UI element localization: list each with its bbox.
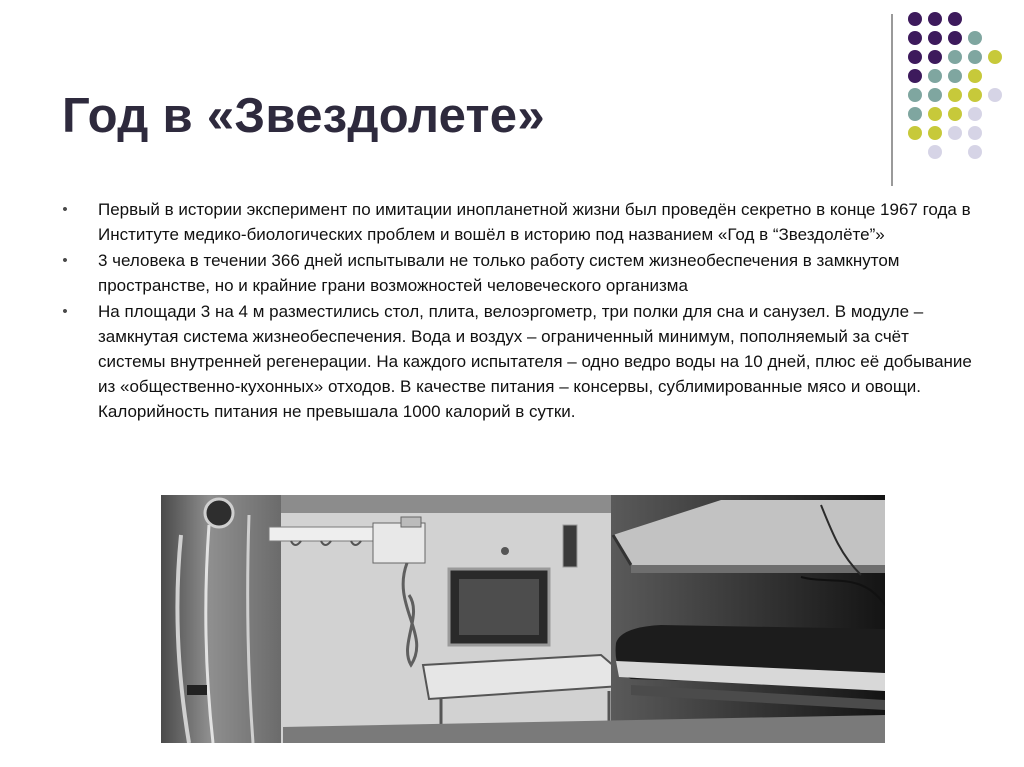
decorative-dot xyxy=(928,50,942,64)
decorative-dot xyxy=(948,12,962,26)
decorative-dot xyxy=(948,31,962,45)
decorative-dot xyxy=(928,88,942,102)
bullet-icon: • xyxy=(62,303,68,320)
decorative-dot xyxy=(968,126,982,140)
decorative-dot xyxy=(908,50,922,64)
decorative-dot xyxy=(908,69,922,83)
decorative-dot xyxy=(908,126,922,140)
decorative-dot xyxy=(948,69,962,83)
bullet-text: Первый в истории эксперимент по имитации инопланетной жизни был проведён секретно в конце 1967 года в Институте медико-биологических проблем и вошёл в историю под названием «Год в “Звездолёте”» xyxy=(98,200,971,244)
decorative-dot xyxy=(928,145,942,159)
decorative-dot xyxy=(968,107,982,121)
bullet-item xyxy=(58,299,978,424)
decorative-dot xyxy=(928,126,942,140)
decorative-dot xyxy=(948,107,962,121)
decorative-dot xyxy=(968,31,982,45)
decorative-dot xyxy=(988,50,1002,64)
photo-illustration xyxy=(161,495,885,743)
decorative-dot xyxy=(948,126,962,140)
bullet-list xyxy=(58,197,978,424)
bullet-item xyxy=(58,248,978,298)
decorative-dot xyxy=(928,31,942,45)
decorative-dot xyxy=(908,107,922,121)
bullet-icon: • xyxy=(62,252,68,269)
bullet-text: На площади 3 на 4 м разместились стол, плита, велоэргометр, три полки для сна и санузел. В модуле – замкнутая система жизнеобеспечения. Вода и воздух – ограниченный минимум, пополняемый за счёт системы внутренней регенерации. На каждого испытателя – одно ведро воды на 10 дней, плюс её добывание из «общественно-кухонных» отходов. В качестве питания – консервы, сублимированные мясо и овощи. Калорийность питания не превышала 1000 калорий в сутки. xyxy=(98,302,972,421)
bullet-text: 3 человека в течении 366 дней испытывали не только работу систем жизнеобеспечения в замкнутом пространстве, но и крайние грани возможностей человеческого организма xyxy=(98,251,900,295)
decorative-divider-line xyxy=(891,14,893,186)
decorative-dot xyxy=(968,69,982,83)
decorative-dot xyxy=(948,50,962,64)
decorative-dot xyxy=(948,88,962,102)
slide-title: Год в «Звездолете» xyxy=(62,89,545,143)
bullet-icon: • xyxy=(62,201,68,218)
starship-module-interior-photo xyxy=(161,495,885,743)
bullet-item xyxy=(58,197,978,247)
decorative-dot xyxy=(928,69,942,83)
decorative-dot xyxy=(908,31,922,45)
decorative-dot xyxy=(908,12,922,26)
decorative-dot xyxy=(968,88,982,102)
decorative-dot xyxy=(968,50,982,64)
decorative-dot-grid xyxy=(908,12,1008,162)
decorative-dot xyxy=(928,12,942,26)
decorative-dot xyxy=(908,88,922,102)
decorative-dot xyxy=(928,107,942,121)
decorative-dot xyxy=(968,145,982,159)
decorative-dot xyxy=(988,88,1002,102)
